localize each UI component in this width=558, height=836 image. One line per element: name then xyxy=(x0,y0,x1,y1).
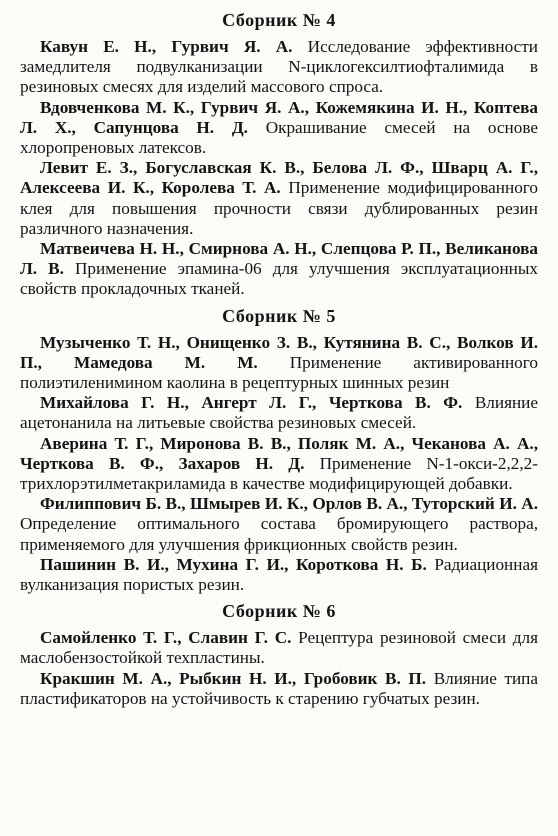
bibliography-entry xyxy=(20,37,538,98)
entry-title: Влияние типа пластификаторов на устойчивость к старению губчатых резин. xyxy=(20,668,538,708)
entry-title: Применение активированного полиэтиленимином каолина в рецептурных шинных резин xyxy=(20,352,538,393)
entry-authors: Музыченко Т. Н., Онищенко З. В., Кутянина В. С., Волков И. П., Мамедова М. М. xyxy=(20,332,538,372)
bibliography-entry xyxy=(20,239,538,300)
entry-title: Определение оптимального состава бромирующего раствора, применяемого для улучшения фрикционных свойств резин. xyxy=(20,514,538,554)
entry-authors: Аверина Т. Г., Миронова В. В., Поляк М. А., Чеканова А. А., Черткова В. Ф., Захаров Н. Д. xyxy=(20,433,538,473)
entry-authors: Пашинин В. И., Мухина Г. И., Короткова Н. Б. xyxy=(40,554,427,574)
collection-4 xyxy=(20,10,538,300)
entry-authors: Кавун Е. Н., Гурвич Я. А. xyxy=(40,37,293,56)
entry-authors: Матвеичева Н. Н., Смирнова А. Н., Слепцова Р. П., Великанова Л. В. xyxy=(20,239,538,279)
collection-5 xyxy=(20,306,538,596)
bibliography-entry xyxy=(20,434,538,495)
entry-authors: Самойленко Т. Г., Славин Г. С. xyxy=(40,628,292,648)
entry-title: Влияние ацетонанила на литьевые свойства резиновых смесей. xyxy=(20,393,538,433)
bibliography-entry xyxy=(20,333,538,394)
entry-authors: Левит Е. З., Богуславская К. В., Белова Л. Ф., Шварц А. Г., Алексеева И. К., Королева Т. А. xyxy=(20,158,538,198)
bibliography-entry xyxy=(20,669,538,709)
entry-title: Радиационная вулканизация пористых резин. xyxy=(20,554,538,595)
bibliography-entry xyxy=(20,393,538,433)
section-heading: Сборник № 6 xyxy=(222,601,336,622)
entry-title: Применение модифицированного клея для повышения прочности связи дублированных резин различного назначения. xyxy=(20,178,539,238)
bibliography-entry xyxy=(20,555,538,595)
entry-title: Применение эпамина-06 для улучшения эксплуатационных свойств прокладочных тканей. xyxy=(20,259,538,299)
bibliography-entry xyxy=(20,628,538,668)
section-heading: Сборник № 5 xyxy=(222,305,336,326)
collection-6 xyxy=(20,601,538,709)
entry-authors: Кракшин М. А., Рыбкин Н. И., Гробовик В. П. xyxy=(40,668,427,688)
entry-title: Окрашивание смесей на основе хлоропреновых латексов. xyxy=(20,117,538,158)
bibliography-entry xyxy=(20,158,538,239)
entry-authors: Вдовченкова М. К., Гурвич Я. А., Кожемякина И. Н., Коптева Л. Х., Сапунцова Н. Д. xyxy=(20,97,538,137)
entry-title: Применение N-1-окси-2,2,2-трихлорэтилметакриламида в качестве модифицирующей добавки. xyxy=(20,453,538,494)
bibliography-entry xyxy=(20,98,538,159)
section-heading: Сборник № 4 xyxy=(222,10,336,30)
entry-title: Рецептура резиновой смеси для маслобензостойкой техпластины. xyxy=(20,628,539,668)
entry-authors: Филиппович Б. В., Шмырев И. К., Орлов В. А., Туторский И. А. xyxy=(40,494,538,514)
entry-title: Исследование эффективности замедлителя подвулканизации N-циклогексилтиофталимида в резиновых смесях для изделий массового спроса. xyxy=(20,37,538,97)
entry-authors: Михайлова Г. Н., Ангерт Л. Г., Черткова В. Ф. xyxy=(40,393,463,413)
bibliography-entry xyxy=(20,494,538,555)
